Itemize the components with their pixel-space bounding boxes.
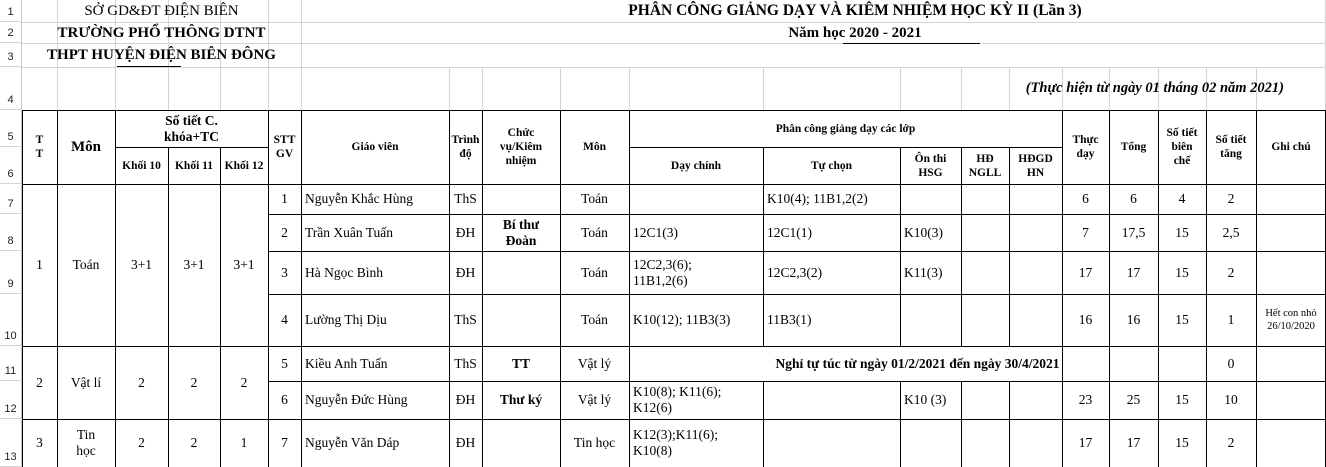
teacher-role: Thư ký [499, 392, 543, 407]
group-tt: 2 [36, 374, 43, 390]
teacher-name: Kiều Anh Tuấn [305, 355, 388, 371]
row-header[interactable]: 2 [0, 22, 22, 43]
row-header[interactable]: 10 [0, 294, 22, 346]
group-subject: Tin học [76, 427, 96, 458]
col-subject: Môn [583, 141, 606, 153]
main-teaching: K12(3);K11(6); K10(8) [633, 427, 718, 458]
group-k12: 1 [240, 435, 248, 450]
col-periods: Số tiết C. khóa+TC [164, 112, 219, 144]
total-periods: 17 [1126, 435, 1141, 450]
group-subject: Toán [72, 257, 100, 272]
extra-periods: 2 [1227, 435, 1235, 450]
quota-periods: 15 [1175, 264, 1189, 280]
teacher-level: ThS [454, 191, 477, 206]
note: Hết con nhỏ 26/10/2020 [1265, 308, 1317, 332]
row-header[interactable]: 7 [0, 184, 22, 214]
total-periods: 17,5 [1121, 224, 1146, 240]
elective: K10(4); 11B1,2(2) [767, 191, 868, 206]
col-teacher: Giáo viên [351, 141, 399, 153]
effective-date: (Thực hiện từ ngày 01 tháng 02 năm 2021) [1025, 80, 1284, 96]
quota-periods: 15 [1175, 224, 1189, 240]
teacher-level: ĐH [455, 264, 476, 280]
gifted-prep [900, 184, 961, 214]
teacher-subject: Vật lý [577, 392, 612, 407]
col-extra: Số tiết tăng [1215, 134, 1247, 160]
school-name: TRƯỜNG PHỔ THÔNG DTNT [57, 24, 266, 41]
elective [763, 419, 900, 467]
group-k11: 3+1 [183, 257, 205, 272]
quota-periods: 15 [1175, 435, 1189, 450]
extra-periods: 2 [1227, 191, 1235, 206]
teacher-role [482, 184, 560, 214]
gifted-prep [900, 419, 961, 467]
total-periods: 16 [1126, 312, 1141, 327]
teacher-no: 7 [281, 435, 288, 450]
teacher-subject: Vật lý [577, 355, 612, 371]
col-elective: Tự chọn [810, 159, 853, 172]
teacher-no: 5 [281, 355, 288, 371]
group-k11: 2 [190, 374, 198, 390]
group-k10: 2 [138, 435, 145, 450]
teacher-role: Bí thư Đoàn [502, 216, 540, 248]
quota-periods: 4 [1178, 191, 1186, 206]
row-header[interactable]: 3 [0, 43, 22, 67]
quota-periods: 15 [1175, 312, 1189, 327]
teacher-level: ĐH [455, 435, 476, 450]
note [1256, 214, 1326, 251]
row-header[interactable]: 5 [0, 110, 22, 147]
group-tt: 1 [36, 257, 43, 272]
teacher-subject: Tin học [573, 435, 616, 450]
main-teaching: K10(12); 11B3(3) [633, 312, 731, 327]
group-k10: 2 [138, 374, 145, 390]
elective: 12C1(1) [767, 224, 812, 240]
teacher-name: Nguyễn Đức Hùng [305, 392, 408, 407]
main-teaching: K10(8); K11(6); K12(6) [633, 384, 722, 415]
gifted-prep: K10 (3) [904, 392, 947, 407]
actual-periods: 6 [1082, 191, 1089, 206]
col-teacher-no: STT GV [273, 134, 296, 160]
teacher-role [482, 419, 560, 467]
col-total: Tổng [1120, 141, 1147, 153]
teacher-name: Nguyễn Văn Dáp [305, 435, 400, 450]
col-main-teaching: Dạy chính [670, 159, 722, 172]
main-teaching: 12C1(3) [633, 224, 678, 240]
col-extracurricular: HĐ NGLL [968, 152, 1002, 179]
row-header[interactable]: 1 [0, 0, 22, 22]
extra-periods: 1 [1227, 312, 1235, 327]
col-grade-10: Khối 10 [122, 159, 161, 172]
total-periods: 6 [1130, 191, 1137, 206]
teacher-role [482, 251, 560, 294]
actual-periods: 17 [1078, 435, 1093, 450]
teacher-level: ĐH [455, 392, 476, 407]
row-header[interactable]: 4 [0, 67, 22, 110]
col-tt: T T [35, 134, 44, 160]
elective: 11B3(1) [767, 312, 812, 327]
school-year: Năm học 2020 - 2021 [788, 24, 922, 41]
col-role: Chức vụ/Kiêm nhiệm [499, 127, 543, 167]
col-gifted-prep: Ôn thi HSG [914, 152, 947, 179]
note [1256, 419, 1326, 467]
teacher-subject: Toán [581, 224, 608, 240]
teacher-no: 4 [281, 312, 288, 327]
group-k10: 3+1 [130, 257, 153, 272]
school-district: THPT HUYỆN ĐIỆN BIÊN ĐÔNG [47, 47, 276, 63]
leave-note: Nghỉ tự túc từ ngày 01/2/2021 đến ngày 30/4/2021 [775, 355, 1060, 371]
gifted-prep [900, 294, 961, 346]
teacher-no: 2 [281, 224, 288, 240]
group-k12: 3+1 [233, 257, 255, 272]
note [1256, 251, 1326, 294]
teacher-no: 1 [281, 191, 288, 206]
note [1256, 346, 1326, 381]
teacher-name: Nguyễn Khắc Hùng [305, 191, 413, 206]
quota-periods: 15 [1175, 392, 1189, 407]
teacher-level: ĐH [455, 224, 476, 240]
teacher-level: ThS [454, 355, 477, 371]
teacher-subject: Toán [581, 264, 608, 280]
main-teaching [629, 184, 763, 214]
col-grade-11: Khối 11 [174, 159, 214, 172]
document-title: PHÂN CÔNG GIẢNG DẠY VÀ KIÊM NHIỆM HỌC KỲ II (Lần 3) [628, 2, 1082, 19]
actual-periods: 16 [1078, 312, 1093, 327]
teacher-no: 3 [281, 264, 288, 280]
row-header[interactable]: 8 [0, 214, 22, 251]
extra-periods: 2 [1227, 264, 1235, 280]
total-periods: 25 [1126, 392, 1141, 407]
gifted-prep: K11(3) [904, 264, 943, 280]
col-note: Ghi chú [1271, 141, 1311, 153]
row-header[interactable]: 12 [0, 381, 22, 419]
main-teaching: 12C2,3(6); 11B1,2(6) [633, 256, 692, 288]
extra-periods: 10 [1224, 392, 1238, 407]
actual-periods: 23 [1078, 392, 1093, 407]
group-subject: Vật lí [70, 374, 102, 390]
row-header[interactable]: 13 [0, 419, 22, 467]
extra-periods: 2,5 [1222, 224, 1240, 240]
teacher-role: TT [511, 355, 530, 371]
teacher-name: Lường Thị Dịu [305, 312, 387, 327]
group-tt: 3 [36, 435, 43, 450]
total-periods: 17 [1126, 264, 1141, 280]
gifted-prep: K10(3) [904, 224, 943, 240]
teacher-name: Trần Xuân Tuấn [305, 224, 394, 240]
elective: 12C2,3(2) [767, 264, 823, 280]
extra-periods: 0 [1227, 355, 1235, 371]
teacher-subject: Toán [581, 312, 608, 327]
col-grade-12: Khối 12 [224, 159, 264, 172]
col-assignment: Phân công giảng dạy các lớp [775, 122, 916, 135]
col-level: Trình độ [451, 134, 480, 160]
row-header[interactable]: 9 [0, 251, 22, 294]
col-quota: Số tiết biên chế [1166, 127, 1198, 167]
teacher-role [482, 294, 560, 346]
teacher-no: 6 [281, 392, 288, 407]
col-subject-group: Môn [71, 139, 101, 155]
group-k11: 2 [190, 435, 198, 450]
elective [763, 381, 900, 419]
teacher-name: Hà Ngọc Bình [305, 264, 383, 280]
col-career-guidance: HĐGD HN [1018, 152, 1053, 179]
actual-periods: 7 [1082, 224, 1089, 240]
note [1256, 184, 1326, 214]
group-k12: 2 [240, 374, 248, 390]
row-header[interactable]: 6 [0, 147, 22, 184]
actual-periods: 17 [1078, 264, 1093, 280]
note [1256, 381, 1326, 419]
row-header[interactable]: 11 [0, 346, 22, 381]
teacher-subject: Toán [581, 191, 608, 206]
teacher-level: ThS [454, 312, 477, 327]
col-actual: Thực dạy [1072, 134, 1099, 160]
org-name: SỞ GD&ĐT ĐIỆN BIÊN [84, 3, 239, 19]
